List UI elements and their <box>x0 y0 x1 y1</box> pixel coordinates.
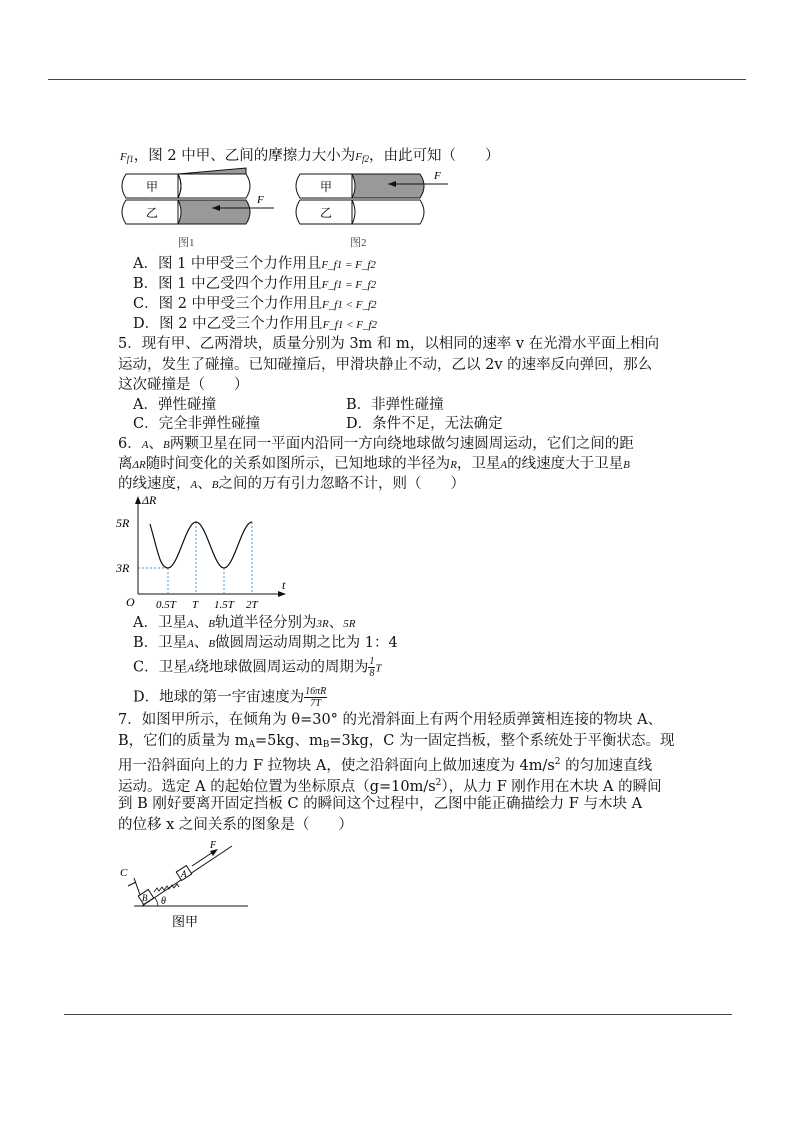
graph-xtick-3: 2T <box>246 599 258 611</box>
header-rule <box>48 79 746 80</box>
q7-line5: 到 B 刚好要离开固定挡板 C 的瞬间这个过程中，乙图中能正确描绘力 F 与木块 A <box>118 796 643 812</box>
svg-text:F: F <box>257 194 264 206</box>
q7-line2: B，它们的质量为 $m_A=5kg$、$m_B=3kg$，C 为一固定挡板，整个系统处于平衡状态。现 <box>118 733 675 750</box>
q5-option-b: B．非弹性碰撞 <box>346 397 444 413</box>
graph-ylabel: ΔR <box>142 493 157 507</box>
svg-text:图2: 图2 <box>350 237 367 249</box>
svg-text:甲: 甲 <box>146 180 159 194</box>
graph-xtick-2: 1.5T <box>214 599 234 611</box>
q4-option-b: B．图 1 中乙受四个力作用且F_f1 = F_f2 <box>133 276 377 292</box>
q5-option-c: C．完全非弹性碰撞 <box>133 416 261 432</box>
q6-option-a: A．卫星A、B轨道半径分别为3R、5R <box>133 615 356 631</box>
q4-option-d: D．图 2 中乙受三个力作用且F_f1 < F_f2 <box>133 316 378 332</box>
q4-stem: $F_{f1}$，图 2 中甲、乙间的摩擦力大小为$F_{f2}$，由此可知（ ） <box>120 148 500 164</box>
svg-text:乙: 乙 <box>320 206 333 220</box>
svg-text:乙: 乙 <box>146 206 159 220</box>
graph-ytick-5r: 5R <box>116 516 130 530</box>
q4-figure <box>116 166 456 254</box>
graph-xlabel: t <box>282 578 286 592</box>
q7-figure <box>114 836 254 936</box>
q5-line3: 这次碰撞是（ ） <box>118 377 249 393</box>
q5-option-a: A．弹性碰撞 <box>133 397 216 413</box>
label-f: F <box>210 840 217 851</box>
q7-line1: 7．如图甲所示，在倾角为 θ=30° 的光滑斜面上有两个用轻质弹簧相连接的物块 A、 <box>118 712 663 728</box>
caption-fig-jia: 图甲 <box>172 914 199 929</box>
q6-option-d: D．地球的第一宇宙速度为 $\frac{16\pi R}{7T}$ <box>133 686 327 709</box>
footer-rule <box>64 1014 732 1015</box>
q6-line3: 的线速度，A、B之间的万有引力忽略不计，则（ ） <box>118 476 465 492</box>
q5-line2: 运动，发生了碰撞。已知碰撞后，甲滑块静止不动，乙以 2v 的速率反向弹回，那么 <box>118 357 653 373</box>
label-theta: θ <box>161 896 166 907</box>
q7-line4: 运动。选定 A 的起始位置为坐标原点$(g=10m/s^2)$，从力 F 刚作用在木块 A 的瞬间 <box>118 778 662 795</box>
graph-ytick-3r: 3R <box>116 561 130 575</box>
q6-line2: 离ΔR随时间变化的关系如图所示，已知地球的半径为R，卫星A的线速度大于卫星B <box>118 456 630 472</box>
fig1-blocks <box>122 168 274 249</box>
svg-text:图1: 图1 <box>178 237 195 249</box>
q6-option-b: B．卫星A、B做圆周运动周期之比为 1：4 <box>133 635 398 651</box>
label-c: C <box>120 867 128 879</box>
graph-xtick-1: T <box>192 599 199 611</box>
graph-origin: O <box>126 595 135 609</box>
graph-xtick-0: 0.5T <box>156 599 176 611</box>
q4-option-c: C．图 2 中甲受三个力作用且F_f1 < F_f2 <box>133 296 377 312</box>
fig2-blocks <box>296 170 448 249</box>
svg-text:甲: 甲 <box>320 180 333 194</box>
q7-line3: 用一沿斜面向上的力 F 拉物块 A，使之沿斜面向上做加速度为 $4m/s^2$ 的匀加速直线 <box>118 757 653 774</box>
q4-option-a: A．图 1 中甲受三个力作用且F_f1 = F_f2 <box>133 256 376 272</box>
label-a: A <box>181 869 187 879</box>
q6-line1: 6．A、B两颗卫星在同一平面内沿同一方向绕地球做匀速圆周运动，它们之间的距 <box>118 436 634 452</box>
q5-option-d: D．条件不足，无法确定 <box>346 416 503 432</box>
svg-text:F: F <box>434 170 441 182</box>
q7-line6: 的位移 x 之间关系的图象是（ ） <box>118 817 353 833</box>
q6-graph <box>114 492 294 616</box>
label-b: B <box>142 893 148 903</box>
q5-line1: 5．现有甲、乙两滑块，质量分别为 3m 和 m，以相同的速率 v 在光滑水平面上相向 <box>118 336 660 352</box>
q6-option-c: C．卫星A绕地球做圆周运动的周期为 $\frac{1}{8}$ T <box>133 656 382 679</box>
